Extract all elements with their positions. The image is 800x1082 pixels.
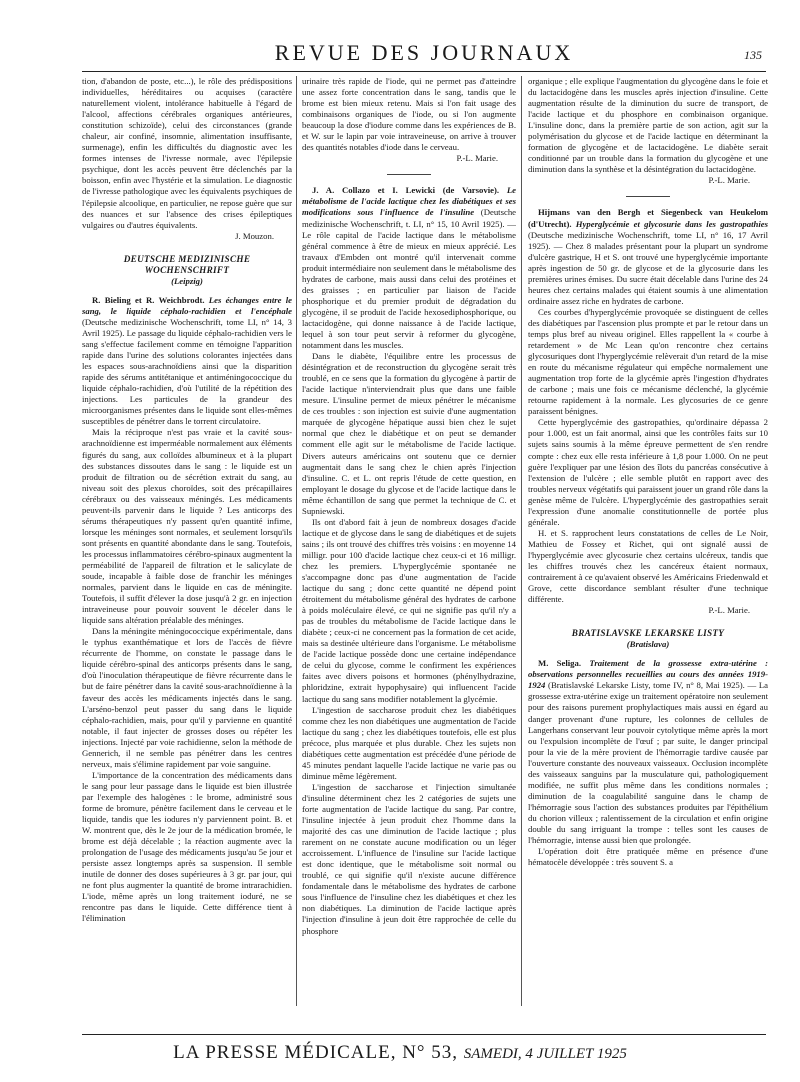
running-header	[82, 36, 766, 70]
article-authors: Hijmans van den Bergh et Siegenbeck van Heukelom (d'Utrecht).	[528, 207, 768, 229]
article-text: (Deutsche medizinische Wochenschrift, t. LI, n° 15, 10 Avril 1925). — Le rôle capital de l'acide lactique dans le métabolisme général commence à être de mieux en mieux apprécié. Les travaux d'Embden ont montré qu'il intervenait comme produit intermédiaire non seulement dans le métabolisme des hydrates de carbone, mais aussi dans celui des protéines et des graisses ; en particulier par liaison de l'acide phosphorique et du premier produit de dégradation du glycogène, il se produit de l'acide hexosediphosphorique, ou lactacidogène, qui donne naissance à de l'acide lactique, lequel à son tour peut servir à reformer du glycogène, notamment dans les muscles.	[302, 207, 516, 351]
article-paragraph	[528, 658, 768, 846]
page-number: 135	[744, 48, 762, 62]
journal-section-heading	[82, 254, 292, 287]
paragraph: organique ; elle explique l'augmentation du glycogène dans le foie et du lactacidogène dans les muscles après injection d'insuline. Cette augmentation résulte de la diminution du sucre de transport, de l'acide lactique et du phosphore en combinaison organique. L'insuline donc, dans la première partie de son action, agit sur la polymérisation du glycose et de l'acide lactique en déterminant la formation de glycogène et de lactacidogène. Le diabète serait conditionné par un trouble dans la formation du glycogène et une diminution dans la synthèse et la désintégration du lactacidogène.	[528, 76, 768, 175]
paragraph: Dans la méningite méningococcique expérimentale, dans le typhus exanthématique et lors de l'accès de fièvre récurrente de l'homme, on constate le passage dans le liquide cérébro-spinal des anticorps présents dans le sang, d'où l'inoculation thérapeutique de fièvre récurrente dans le but de faire pénétrer dans la cavité sous-arachnoïdienne à la faveur des accès les médicaments injectés dans le sang. L'arséno-benzol peut passer du sang dans le liquide céphalo-rachidien, mais, pour qu'il y parvienne en quantité notable, il faut injecter de grosses doses ou répéter les injections. Injecté par voie rachidienne, selon la méthode de Gennerich, il ne semble pas pénétrer dans les centres nerveux, mais s'élimine rapidement par voie sanguine.	[82, 626, 292, 769]
article-authors: M. Seliga.	[538, 658, 582, 669]
journal-section-heading	[528, 628, 768, 650]
article-authors: J. A. Collazo et I. Lewicki (de Varsovie).	[312, 185, 500, 196]
article-title: Le métabolisme de l'acide lactique chez les diabétiques et ses modifications sous l'influence de l'insuline	[302, 185, 516, 218]
journal-city: (Leipzig)	[171, 275, 203, 286]
paragraph: Ces courbes d'hyperglycémie provoquée se distinguent de celles des diabétiques par l'ascension plus prompte et par le retour dans un temps plus bref au niveau originel. Elles rappellent la « courbe à retardement » de Mc Lean qu'on rencontre chez certains glycosuriques dont l'hyperglycémie relèverait d'un retard de la mise en route du mécanisme régulateur qui empêche normalement une augmentation trop forte de la glycémie après l'ingestion d'hydrates de carbone ; mais une fois ce mécanisme déclenché, la glycémie retourne rapidement à la normale. Les glycosuries de ce genre paraissent bénignes.	[528, 306, 768, 417]
header-title: REVUE DES JOURNAUX	[274, 40, 574, 65]
article-title: Traitement de la grossesse extra-utérine : observations personnelles recueillies au cours des années 1919-1924	[528, 658, 768, 691]
paragraph: tion, d'abandon de poste, etc...), le rôle des prédispositions individuelles, héréditaires ou acquises (caractère naturellement violent, intolérance habituelle à l'égard de l'alcool, affections cérébrales organiques antérieures, constitution schizoïde), celui des circonstances (grande chaleur, air confiné, insomnie, alimentation insuffisante, surmenage), enfin les difficultés du diagnostic avec les formes intenses de l'ivresse normale, avec l'épilepsie psychique, dont les accès peuvent être déclenchés par la boisson, enfin avec l'hystérie et la simulation. Le diagnostic de l'ivresse pathologique avec les équivalents psychiques de l'épilepsie alcoolique, en particulier, ne repose guère que sur des nuances et sur l'absence des crises épileptiques vulgaires ou d'autres équivalents.	[82, 76, 292, 230]
header-rule	[82, 71, 766, 72]
paragraph: Cette hyperglycémie des gastropathies, qu'ordinaire dépassa 2 pour 1.000, est un fait anormal, ainsi que les contrôles faits sur 10 sujets sains soumis à la même épreuve permettent de s'en rendre compte : chez eux elle resta inférieure à 1,8 pour 1.000. On ne peut guère l'expliquer par une lésion des îlots du pancréas consécutive à l'extension de l'ulcère ; elle semble plutôt en rapport avec des troubles nerveux végétatifs qui paraissent jouer un grand rôle dans la genèse même de l'ulcère. L'hyperglycémie des gastropathies serait l'expression d'une anomalie constitutionnelle de portée plus générale.	[528, 417, 768, 527]
column-1	[82, 76, 292, 1010]
column-divider-2	[521, 76, 522, 1006]
journal-name: DEUTSCHE MEDIZINISCHE WOCHENSCHRIFT	[123, 253, 251, 275]
paragraph: L'ingestion de saccharose produit chez les diabétiques comme chez les non diabétiques une augmentation de l'acide lactique du sang ; chez les diabétiques toutefois, elle est plus précoce, plus marquée et plus durable. Chez les sujets non diabétiques cette augmentation est précédée d'une période de 45 minutes pendant laquelle l'acide lactique ne varie pas ou diminue même légèrement.	[302, 704, 516, 781]
column-3	[528, 76, 768, 1010]
paragraph: Dans le diabète, l'équilibre entre les processus de désintégration et de reconstruction du glycogène serait très troublé, en ce sens que la formation du glycogène à partir de l'acide lactique n'interviendrait plus que dans une faible mesure. L'insuline permet de mieux pénétrer le mécanisme de ces troubles : son injection est suivie d'une augmentation marquée de glycogène hépatique aussi bien chez le sujet normal que chez le diabétique et on peut se demander comment elle agit sur le métabolisme de l'acide lactique. Divers auteurs américains ont soutenu que ce dernier augmentait dans le sang chez le chien après l'injection d'insuline. C. et L. ont repris l'étude de cette question, en employant le dosage du glycose et de l'acide lactique dans le même échantillon de sang que permet la technique de C. et Supniewski.	[302, 351, 516, 516]
signature: P.-L. Marie.	[456, 153, 498, 164]
paragraph: L'importance de la concentration des médicaments dans le sang pour leur passage dans le liquide est bien illustrée par l'exemple des halogènes : le brome, administré sous forme de bromure, pénètre facilement dans le cerveau et le liquide, tandis que les iodures n'y parviennent point. B. et W. montrent que, dès le 2e jour de la médication bromée, le brome est déjà décelable ; la réaction augmente avec la prolongation de l'usage des médicaments jusqu'au 5e jour et persiste assez longtemps après sa suspension. Il semble inutile de donner des doses supérieures à 3 gr. par jour, qui ne font plus augmenter la quantité de brome intrarachidien. L'iode, même après un long traitement ioduré, ne se rencontre pas dans le liquide. Cette différence tient à l'élimination	[82, 769, 292, 924]
article-paragraph	[528, 207, 768, 306]
paragraph: L'ingestion de saccharose et l'injection simultanée d'insuline déterminent chez les 2 catégories de sujets une forte augmentation de l'acide lactique du sang. Par contre, l'insuline injectée à jeun produit chez l'homme dans la majorité des cas une diminution de l'acide lactique ; plus rarement on ne constate aucune modification ou un léger accroissement. L'influence de l'insuline sur l'acide lactique est donc identique, que le métabolisme soit normal ou troublé, ce qui signifie qu'il n'existe aucune différence fondamentale dans le métabolisme des hydrates de carbone sous l'influence de l'insuline chez les diabétiques et chez les non diabétiques. La diminution de l'acide lactique après l'injection d'insuline à jeun doit être rapprochée de celle du phosphore	[302, 781, 516, 936]
journal-city: (Bratislava)	[626, 639, 670, 650]
article-paragraph	[82, 295, 292, 428]
article-text: (Deutsche medizinische Wochenschrift, tome LI, n° 14, 3 Avril 1925). Le passage du liquide céphalo-rachidien vers le sang s'effectue facilement comme en témoigne l'apparition rapide dans l'urine des solutions colorantes injectées dans les espaces sous-arachnoïdiens ainsi que la disparition rapide des sérums antitétanique et antiméningococcique du liquide céphalo-rachidien, d'où l'utilité de la répétition des injections. Les particules de la grandeur des microorganismes présentes dans le liquide sont elles-mêmes susceptibles de pénétrer dans le torrent circulatoire.	[82, 316, 292, 427]
article-paragraph	[302, 185, 516, 351]
article-title: Hyperglycémie et glycosurie dans les gastropathies	[575, 218, 768, 229]
article-text: (Bratislavské Lekarske Listy, tome IV, n° 8, Mai 1925). — La grossesse extra-utérine exige un traitement opératoire non seulement pour des raisons purement prophylactiques mais aussi en égard au danger provenant d'une rupture, les colonnes de cellules de Langerhans conservant leur pouvoir cytolytique même après la mort ou l'expulsion incomplète de l'œuf ; par suite, le danger principal pour la vie de la mère provient de l'hémorragie tardive causée par l'ouverture constante des nouveaux vaisseaux. Occlusion incomplète des vaisseaux sanguins par la musculature qui, pathologiquement modifiée, ne suffit plus même dans les conditions normales ; diminution de la coagulabilité sanguine dans le champ de l'hémorragie sous l'action des substances produites par l'épithélium du chorion villeux ; ralentissement de la circulation et enfin origine double du sang irriguant la trompe : telles sont les causes de l'hémorragie, intense aussi bien que prolongée.	[528, 680, 768, 846]
signature: J. Mouzon.	[235, 230, 274, 241]
paragraph: Mais la réciproque n'est pas vraie et la cavité sous-arachnoïdienne est imperméable normalement aux éléments figurés du sang, aux colloïdes albumineux et à la plupart des substances dissoutes dans le sang : le liquide est un produit de filtration ou de sécrétion extrait du sang, au niveau soit des plexus choroïdes, soit des précapillaires cérébraux ou des vaisseaux méningés. Les médicaments peuvent-ils parvenir dans le liquide ? Les anticorps des sérums thérapeutiques n'y passent qu'en quantité infime, lorsque les méninges sont normales, et seulement lorsqu'ils sont présents en quantité abondante dans le sang. Toutefois, les processus inflammatoires cérébro-spinaux augmentent la perméabilité de l'appareil de filtration et le salicylate de soude, incapable à faible dose de franchir les méninges normales, parvient dans le liquide en cas de méningite. Toutefois, il suffit d'élever la dose jusqu'à 2 gr. en injection intraveineuse pour pouvoir souvent le déceler dans le liquide sans altération préalable des méninges.	[82, 427, 292, 626]
paragraph: L'opération doit être pratiquée même en présence d'une hématocèle développée : très souvent S. a	[528, 846, 768, 868]
article-title: Les échanges entre le sang, le liquide céphalo-rachidien et l'encéphale	[82, 294, 292, 316]
article-text: (Deutsche medizinische Wochenschrift, tome LI, n° 16, 17 Avril 1925). — Chez 8 malades présentant pour la plupart un syndrome d'ulcère gastrique, H et S. ont trouvé une hyperglycémie importante après ingestion de 50 gr. de glycose et de la glycosurie dans les premières urines émises. Du sucre était décelable dans l'urine des 24 heures chez certains malades qui étaient soumis à une alimentation ordinaire assez riche en hydrates de carbone.	[528, 229, 768, 306]
signature: P.-L. Marie.	[708, 605, 750, 616]
footer-date: SAMEDI, 4 JUILLET 1925	[463, 1046, 627, 1062]
footer-rule	[82, 1034, 766, 1035]
signature: P.-L. Marie.	[708, 175, 750, 186]
paragraph: urinaire très rapide de l'iode, qui ne permet pas d'atteindre une assez forte concentration dans le sang, tandis que le brome est bien mieux retenu. Mais si l'on fait usage des combinaisons organiques de l'iode, ou si l'on augmente beaucoup la dose d'iodure comme dans les expériences de B. et W. sur le lapin par voie intraveineuse, on arrive à trouver des quantités notables d'iode dans le cerveau.	[302, 76, 516, 153]
footer-journal: LA PRESSE MÉDICALE, N° 53,	[173, 1042, 459, 1063]
column-divider-1	[296, 76, 297, 1006]
article-authors: R. Bieling et R. Weichbrodt.	[92, 294, 205, 305]
column-2	[302, 76, 516, 1010]
journal-name: BRATISLAVSKE LEKARSKE LISTY	[571, 628, 725, 639]
page-footer	[0, 1042, 800, 1064]
paragraph: H. et S. rapprochent leurs constatations de celles de Le Noir, Mathieu de Fossey et Richet, qui ont signalé aussi de l'hyperglycémie avec glycosurie chez certains ulcéreux, tandis que les chiffres trouvés chez les cancéreux étaient normaux, contrairement à ce qu'avaient observé les Américains Friedenwald et Grove, cette discordance semblant résulter d'une technique différente.	[528, 527, 768, 605]
article-separator	[626, 196, 670, 197]
article-separator	[387, 174, 431, 175]
paragraph: Ils ont d'abord fait à jeun de nombreux dosages d'acide lactique et de glycose dans le sang de diabétiques et de sujets sains ; ils ont trouvé des chiffres très voisins : en moyenne 14 milligr. pour 100 d'acide lactique chez ceux-ci et 16 milligr. chez les premiers. L'hyperglycémie spontanée ne s'accompagne donc pas d'une augmentation de l'acide lactique du sang ; donc cette quantité ne dépend point étroitement du métabolisme général des hydrates de carbone à poids moléculaire élevé, ce qui ne signifie pas qu'il n'y a pas de troubles du métabolisme de l'acide lactique dans le diabète ; ceux-ci ne concernent pas la formation de cet acide, mais sa destinée ultérieure dans l'organisme. Le métabolisme de l'acide lactique possède donc une certaine indépendance de celui du glycose, comme le confirment les expériences faites avec divers poisons et hormones (phénylhydrazine, phloridzine, extrait hypophysaire) qui influencent l'acide lactique du sang sans modifier notablement la glycémie.	[302, 516, 516, 704]
